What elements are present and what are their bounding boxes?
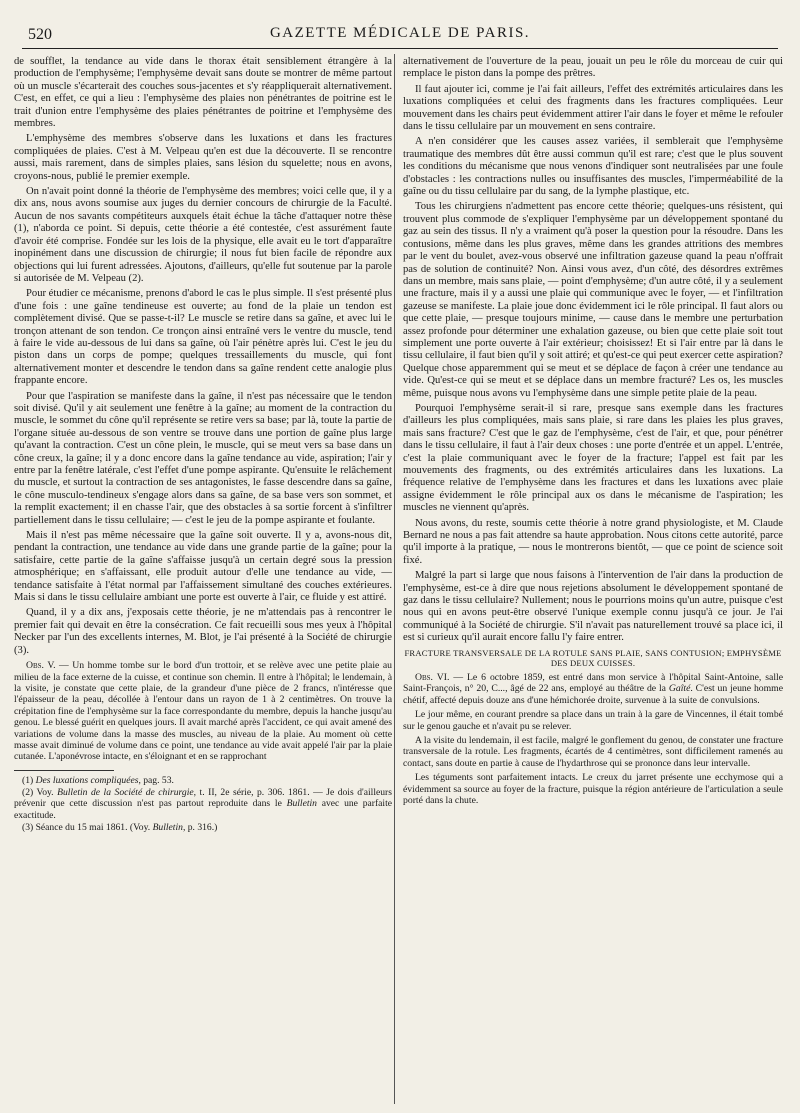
footnote-text: (3) Séance du 15 mai 1861. (Voy.	[22, 821, 153, 833]
left-column	[14, 56, 392, 834]
column-divider	[394, 54, 395, 1104]
observation-text: — Le 6 octobre 1859, est entré dans mon service à l'hôpital Saint-Antoine, salle Saint-François, n° 20, C..., âgé de 22 ans, employé au théâtre de la	[403, 671, 783, 695]
footnote-citation: Bulletin de la Société de chirurgie	[57, 787, 194, 799]
page-number: 520	[28, 26, 52, 43]
paragraph: Mais il n'est pas même nécessaire que la gaîne soit ouverte. Il y a, avons-nous dit, pendant la contraction, une tendance au vide dans une grande partie de la gaîne; pour la satisfaire, cette partie de la gaîne s'affaisse jusqu'à un certain degré sous la pression atmosphérique; en s'affaissant, elle produit autour d'elle une tendance au vide, — tendance satisfaite à l'état normal par l'affaissement simultané des couches extérieures. Mais si dans le tissu cellulaire ambiant une porte est ouverte à l'air, ce fluide y est attiré.	[14, 530, 392, 604]
paragraph: Nous avons, du reste, soumis cette théorie à notre grand physiologiste, et M. Claude Bernard ne nous a pas fait attendre sa haute approbation. Nous citons cette autorité, parce qu'il importe à la pratique, — nous le montrerons bientôt, — que ce point de science soit fixé.	[403, 517, 783, 566]
footnote-citation: Bulletin	[152, 821, 183, 833]
paragraph: A n'en considérer que les causes assez variées, il semblerait que l'emphysème traumatique des membres dût être aussi commun qu'il est rare; c'est que le plus souvent les conditions du mécanisme que nous venons d'indiquer sont neutralisées par une foule d'obstacles : les contractions nulles ou insuffisantes des muscles, l'imperméabilité de la gaîne ou du tissu cellulaire par du sang, de la lymphe plastique, etc.	[403, 136, 783, 198]
footnote-text: , p. 316.)	[182, 821, 218, 833]
paragraph: On n'avait point donné la théorie de l'emphysème des membres; voici celle que, il y a dix ans, nous avons soumise aux juges du dernier concours de chirurgie de la Faculté. Aucun de nos savants compétiteurs auxquels était échue la tâche d'attaquer notre thèse (1), n'aborda ce point. Si depuis, cette théorie a été contestée, c'est assurément faute d'avoir été comprise. Fondée sur les lois de la physique, elle avait eu le tort d'apparaître inopinément dans une discussion de chirurgie; il nous fut bien facile de répondre aux objections qui lui furent adressées. Ajoutons, d'ailleurs, qu'elle fut soutenue par la parole si autorisée de M. Velpeau (2).	[14, 186, 392, 284]
paragraph: Pourquoi l'emphysème serait-il si rare, presque sans exemple dans les fractures d'ailleurs les plus compliquées, mais sans plaie, si rare dans les plaies les plus graves, mais sans fracture? C'est que le gaz de l'emphysème, c'est de l'air, et que, pour pénétrer dans le tissu cellulaire, il faut à l'air deux choses : une porte d'entrée et un appel. L'entrée, c'est la plaie communiquant avec le foyer de la fracture; l'appel est fait par les mouvements des fragments, ou des extrémités articulaires dans les luxations. La fréquence relative de l'emphysème dans les fractures et dans les luxations avec plaie assigne évidemment le rôle principal aux os dans le mécanisme de l'aspiration; les muscles ne viennent qu'après.	[403, 402, 783, 514]
journal-title: GAZETTE MÉDICALE DE PARIS.	[269, 25, 531, 41]
observation-label: Obs. VI.	[415, 671, 450, 683]
paragraph: Quand, il y a dix ans, j'exposais cette théorie, je ne m'attendais pas à rencontrer le premier fait qui devait en être la consécration. Ce fait recueilli sous mes yeux à l'hôpital Necker par l'un des excellents internes, M. Blot, je l'ai présenté à la Société de chirurgie (3).	[14, 607, 392, 656]
footnote-3	[14, 822, 392, 833]
paragraph: Pour que l'aspiration se manifeste dans la gaîne, il n'est pas nécessaire que le tendon soit divisé. Qu'il y ait seulement une fenêtre à la gaîne; au moment de la contraction du muscle, le sommet du cône qu'il représente se retire vers sa base; par là, toute la partie de l'organe située au-dessous de son ventre se trouve dans une portion de gaîne plus large qu'avant la contraction. C'est un cône plein, le muscle, qui se meut vers sa base dans un cône creux, la gaîne; il y a donc encore dans la gaîne tendance au vide, aspiration; l'air y entre par la fenêtre latérale, c'est l'effet d'une pompe aspirante. Qu'ensuite le relâchement du muscle, et surtout la contraction de ses antagonistes, le fasse descendre dans sa gaîne, le cône musculo-tendineux s'engage alors dans sa gaîne, de sa base vers son sommet, et la remplit exactement; il en chasse l'air, que des obstacles à sa sortie forcent à s'infiltrer partiellement dans le tissu cellulaire; — c'est le jeu de la pompe aspirante et foulante.	[14, 390, 392, 526]
footnote-text: avec une parfaite exactitude.	[14, 798, 392, 821]
observation-6	[403, 672, 783, 706]
paragraph: Les téguments sont parfaitement intacts. Le creux du jarret présente une ecchymose qui a évidemment sa source au foyer de la fracture, puisque la région antérieure de l'articulation a seule porté dans la chute.	[403, 772, 783, 806]
paragraph: alternativement de l'ouverture de la peau, jouait un peu le rôle du morceau de cuir qui remplace le piston dans la pompe des prêtres.	[403, 56, 783, 80]
page-header	[22, 22, 778, 49]
paragraph: Pour étudier ce mécanisme, prenons d'abord le cas le plus simple. Il s'est présenté plus d'une fois : une gaîne tendineuse est ouverte; au fond de la plaie un tendon est complètement divisé. Que se passe-t-il? Le muscle se retire dans sa gaîne, et avec lui le tronçon attenant de son tendon. Ce tronçon ainsi entraîné vers le ventre du muscle, tend à faire le vide au-dessous de lui dans sa gaîne, où l'air pénètre après lui. C'est le jeu du piston dans un corps de pompe; quelques tressaillements du muscle, qui font alternativement monter et descendre le tendon dans sa gaîne rendent cette analogie plus frappante encore.	[14, 288, 392, 387]
paragraph: Il faut ajouter ici, comme je l'ai fait ailleurs, l'effet des extrémités articulaires dans les luxations compliquées et celui des fragments dans les fractures compliquées. Leur mouvement dans les chairs peut évidemment attirer l'air dans le foyer et même le refouler dans le tissu cellulaire par un mouvement en sens contraire.	[403, 83, 783, 133]
footnote-divider	[14, 770, 114, 771]
observation-label: Obs. V.	[26, 660, 56, 672]
section-heading: FRACTURE TRANSVERSALE DE LA ROTULE SANS PLAIE, SANS CONTUSION; EMPHYSÈME DES DEUX CUISSES.	[404, 647, 782, 669]
footnote-citation: Bulletin	[286, 798, 317, 810]
footnote-1	[14, 775, 392, 786]
observation-5	[14, 660, 392, 763]
paragraph: de soufflet, la tendance au vide dans le thorax était sensiblement étrangère à la production de l'emphysème; l'emphysème devait sans doute se montrer de même partout où un muscle s'écarterait des couches sous-jacentes et s'y réappliquerait alternativement. C'est, en effet, ce qui a lieu : l'emphysème des plaies non pénétrantes de poitrine est le trait d'union entre l'emphysème des plaies pénétrantes de poitrine et l'emphysème des membres.	[14, 56, 392, 130]
footnote-text: , t. II, 2e série, p. 306. 1861. — Je dois d'ailleurs prévenir que cette discussion n'est pas partout reproduite dans le	[14, 787, 392, 810]
paragraph: Malgré la part si large que nous faisons à l'intervention de l'air dans la production de l'emphysème, est-ce à dire que nous rejetions absolument le développement spontané de gaz dans le tissu cellulaire? Nullement; nous le pourrions moins qu'un autre, puisque c'est nous qui en avons peut-être observé l'unique exemple connu jusqu'à ce jour. Je l'ai communiqué à la Société de chirurgie. S'il n'avait pas naturellement trouvé sa place ici, il est si curieux qu'il aurait encore fallu l'y faire entrer.	[403, 570, 783, 644]
footnote-citation: Des luxations compliquées	[35, 774, 139, 786]
footnotes	[14, 775, 392, 833]
paragraph: Le jour même, en courant prendre sa place dans un train à la gare de Vincennes, il était tombé sur le genou gauche et n'avait pu se relever.	[403, 709, 783, 732]
theatre-name: Gaîté	[668, 683, 691, 695]
footnote-text: (1)	[22, 774, 36, 786]
paragraph: Tous les chirurgiens n'admettent pas encore cette théorie; quelques-uns résistent, qui trouvent plus commode de s'expliquer l'emphysème par un développement spontané du gaz au sein des tissus. Il n'y a vraiment qu'à poser la question pour la résoudre. Dans les contusions, même dans les plus graves, même dans les grandes attritions des membres par le vent du boulet, avez-vous observé une infiltration gazeuse quand la peau n'offrait pas de solution de continuité? Non. Ainsi vous avez, d'un côté, des désordres extrêmes dans un membre, mais sans plaie, — point d'emphysème; d'un autre côté, il y a seulement une fracture, mais il y a aussi une plaie qui communique avec le foyer, — et l'infiltration gazeuse se manifeste. La plaie joue donc évidemment ici le rôle principal. Il faut alors ou que cette plaie, — presque toujours minime, — cause dans le membre une perturbation assez profonde pour déterminer une exhalation gazeuse, ou bien que cette plaie soit tout simplement une porte ouverte à l'air extérieur; choisissez! Et si l'air entre par là dans le tissu cellulaire, il faut bien qu'il y soit attiré; et qu'est-ce qui peut exercer cette aspiration? Quelque chose apparemment qui se meut et se déplace de façon à créer une tendance au vide. Qu'est-ce qui se meut et se déplace dans un membre fracturé? Les os, les muscles même, puisque nous avons vu l'emphysème dans une simple petite plaie de la peau.	[403, 201, 783, 399]
footnote-text: , pag. 53.	[138, 774, 174, 786]
paragraph: A la visite du lendemain, il est facile, malgré le gonflement du genou, de constater une fracture transversale de la rotule. Les fragments, écartés de 4 centimètres, sont difficilement ramenés au contact, sans doute en partie à cause de l'hydarthrose qui se prononce dans leur intervalle.	[403, 734, 783, 769]
footnote-text: (2) Voy.	[22, 787, 58, 799]
observation-text: — Un homme tombe sur le bord d'un trottoir, et se relève avec une petite plaie au milieu de la face externe de la cuisse, et continue son chemin. Il entre à l'hôpital; le lendemain, à la visite, je constate que cette plaie, de la grandeur d'une pièce de 2 francs, n'intéresse que l'épaisseur de la peau, décollée à l'entour dans un rayon de 1 à 2 centimètres. On trouve la crépitation fine de l'emphysème sur la face correspondante du membre, depuis la hanche jusqu'au genou. Le blessé guérit en quelques jours. Il avait marché après l'accident, ce qui avait amené des variations de volume dans la masse des muscles, au niveau de la plaie. Au moment où cette masse avait diminué de volume dans ce point, une tendance au vide avait appelé l'air par la plaie cutanée. L'aponévrose intacte, en s'éloignant et en se rapprochant	[14, 660, 392, 763]
observation-text: . C'est un jeune homme chétif, affecté depuis douze ans d'une hémichorée droite, survenue à la suite de convulsions.	[403, 683, 783, 706]
footnote-2	[14, 787, 392, 821]
right-column	[403, 56, 783, 809]
paragraph: L'emphysème des membres s'observe dans les luxations et dans les fractures compliquées de plaies. C'est à M. Velpeau qu'en est due la découverte. Il se rencontre aussi, mais rarement, dans de simples plaies, sans lésion du squelette; nous en avons, croyons-nous, publié le premier exemple.	[14, 133, 392, 182]
